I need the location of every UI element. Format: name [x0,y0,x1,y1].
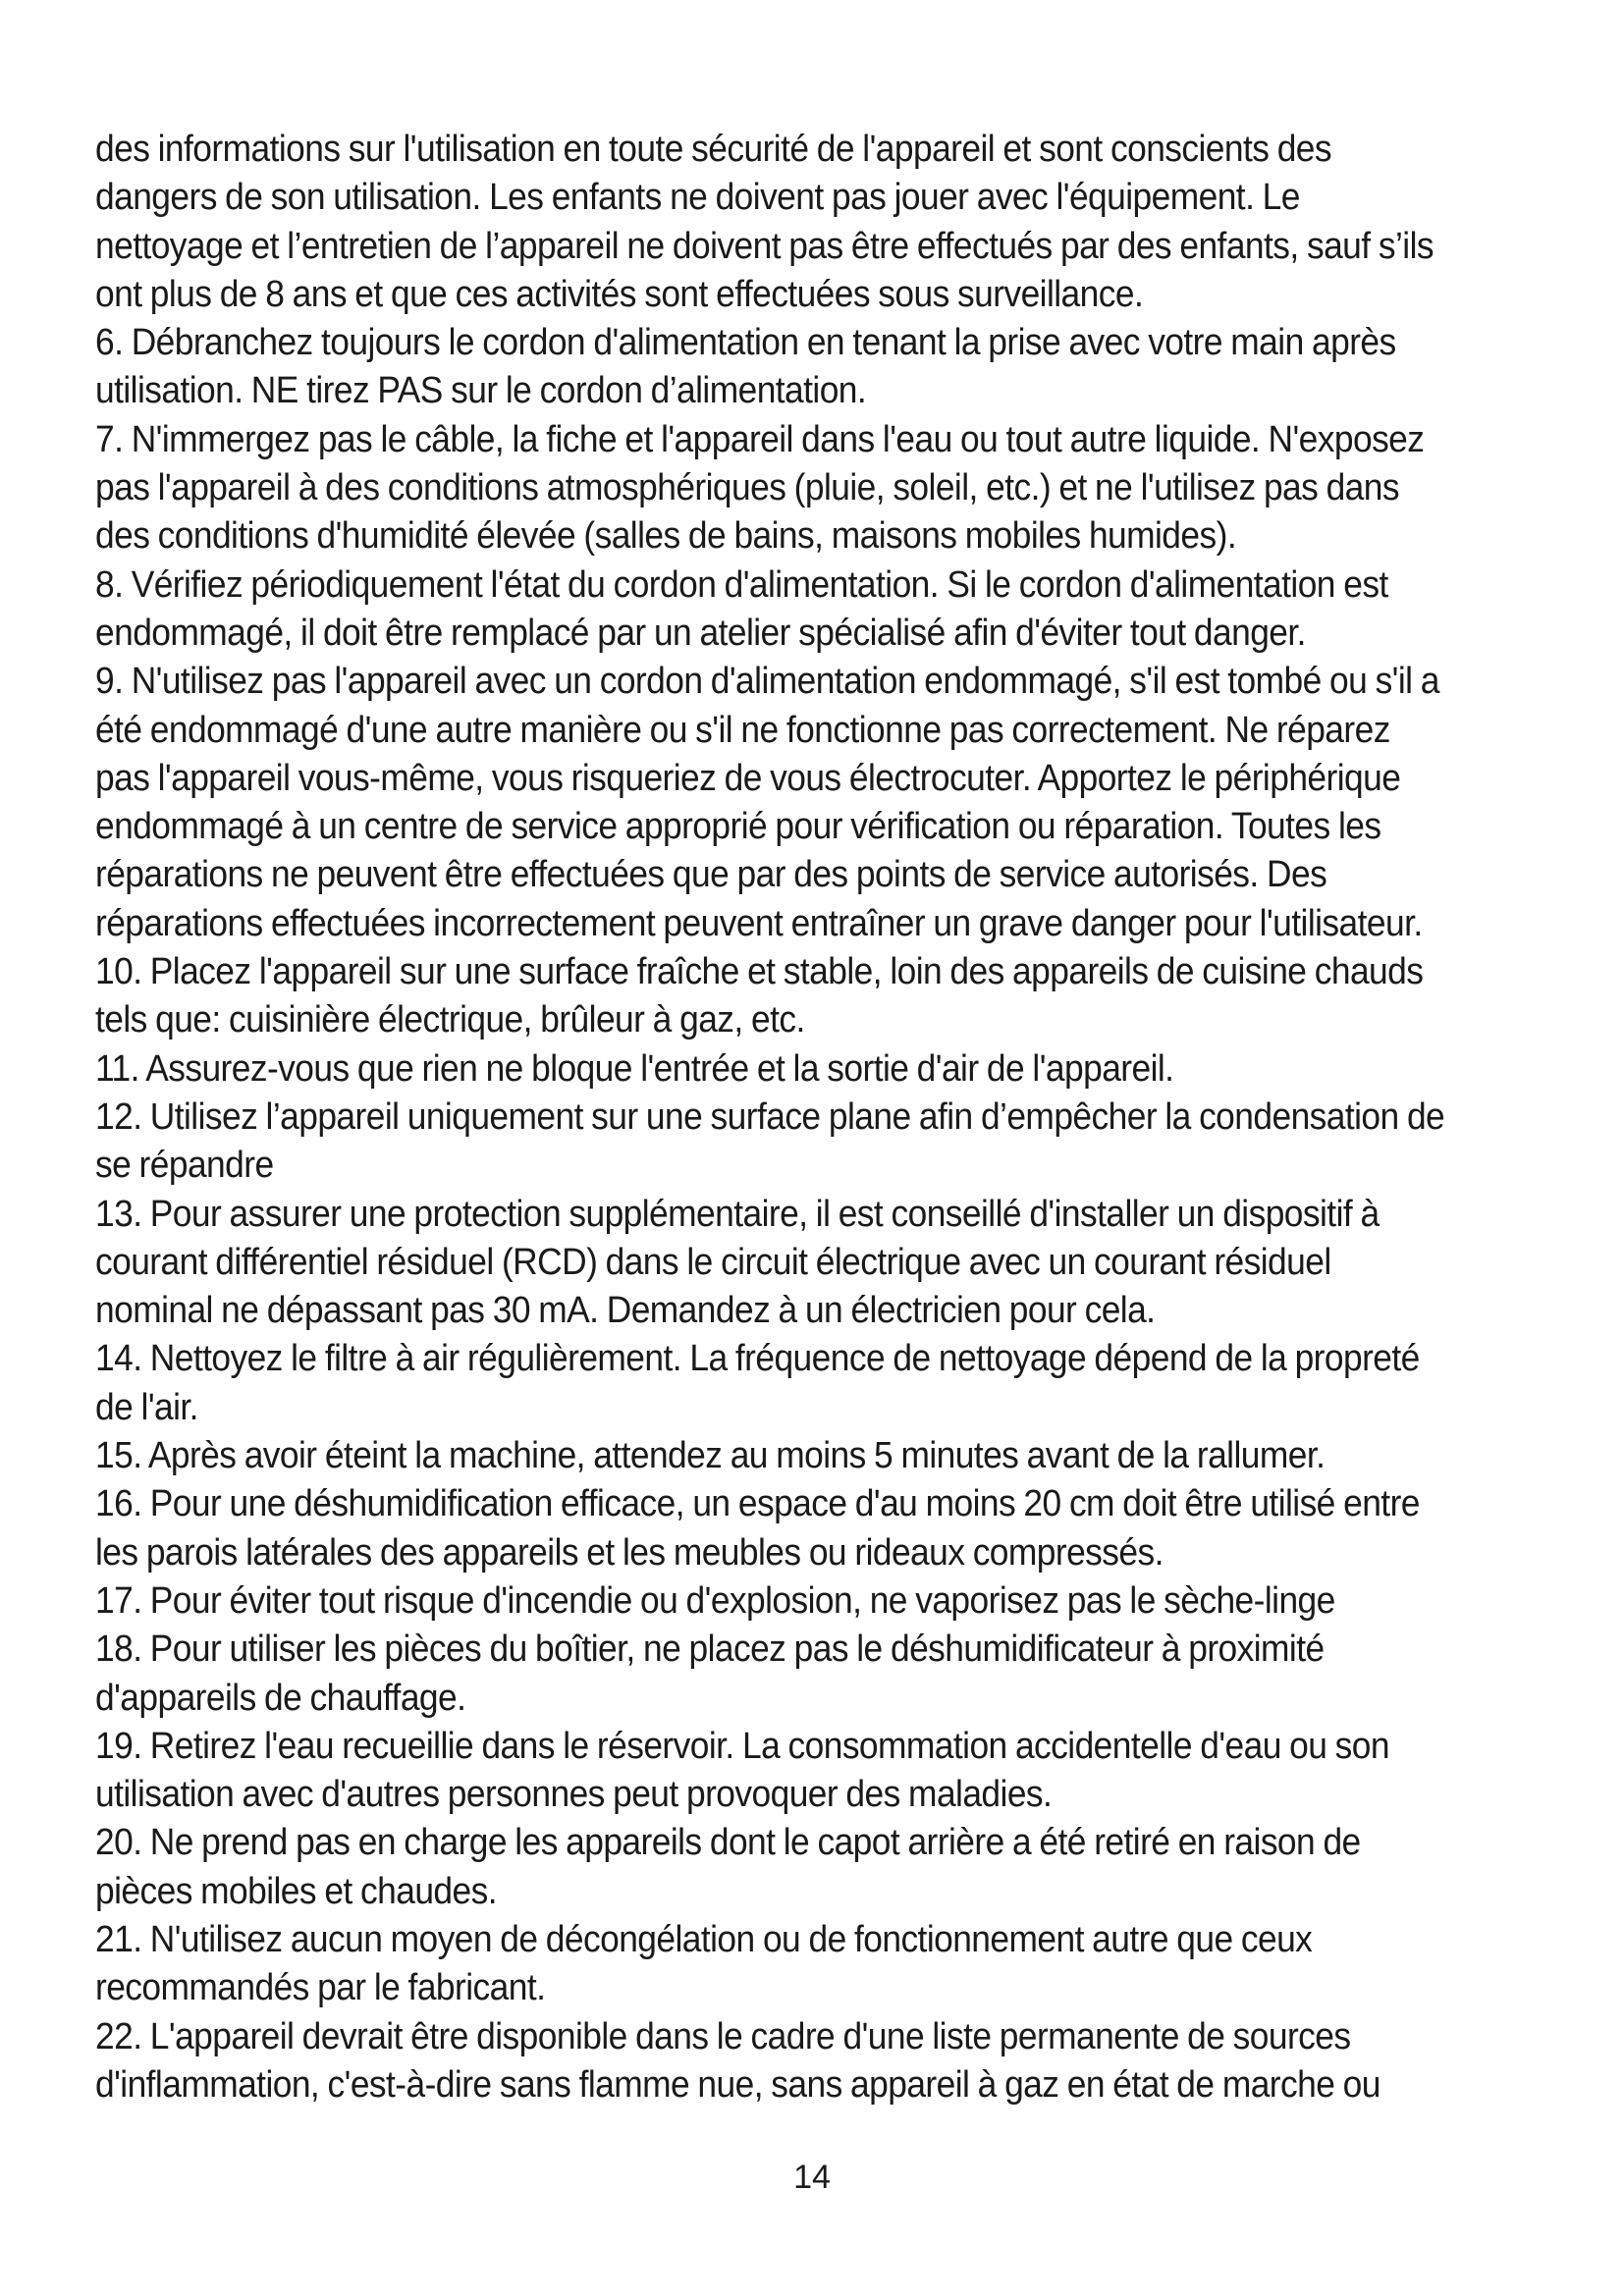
page-number: 14 [793,2159,831,2196]
paragraph-item-22: 22. L'appareil devrait être disponible dans le cadre d'une liste permanente de sources d'inflammation, c'est-à-dire sans flamme nue, sans appareil à gaz en état de marche ou [95,2015,1380,2106]
paragraph-item-6: 6. Débranchez toujours le cordon d'alimentation en tenant la prise avec votre main après utilisation. NE tirez PAS sur le cordon d’alimentation. [95,322,1396,412]
paragraph-item-18: 18. Pour utiliser les pièces du boîtier, ne placez pas le déshumidificateur à proximité d'appareils de chauffage. [95,1629,1325,1719]
paragraph-item-14: 14. Nettoyez le filtre à air régulièrement. La fréquence de nettoyage dépend de la propreté de l'air. [95,1338,1420,1428]
paragraph-item-10: 10. Placez l'appareil sur une surface fraîche et stable, loin des appareils de cuisine chauds tels que: cuisinière électrique, brûleur à gaz, etc. [95,951,1424,1041]
paragraph-item-8: 8. Vérifiez périodiquement l'état du cordon d'alimentation. Si le cordon d'alimentation est endommagé, il doit être remplacé par un atelier spécialisé afin d'éviter tout danger. [95,563,1388,654]
paragraph-item-9: 9. N'utilisez pas l'appareil avec un cordon d'alimentation endommagé, s'il est tombé ou s'il a été endommagé d'une autre manière ou s'il ne fonctionne pas correctement. Ne réparez pas l'appareil vous-même, vous risqueriez de vous électrocuter. Apportez le périphérique endommagé à un centre de service approprié pour vérification ou réparation. Toutes les réparations ne peuvent être effectuées que par des points de service autorisés. Des réparations effectuées incorrectement peuvent entraîner un grave danger pour l'utilisateur. [95,661,1439,944]
paragraph-item-7: 7. N'immergez pas le câble, la fiche et l'appareil dans l'eau ou tout autre liquide. N'exposez pas l'appareil à des conditions atmosphériques (pluie, soleil, etc.) et ne l'utilisez pas dans des conditions d'humidité élevée (salles de bains, maisons mobiles humides). [95,418,1425,558]
paragraph-intro-continuation: des informations sur l'utilisation en toute sécurité de l'appareil et sont conscients des dangers de son utilisation. Les enfants ne doivent pas jouer avec l'équipement. Le nettoyage et l’entretien de l’appareil ne doivent pas être effectués par des enfants, sauf s’ils ont plus de 8 ans et que ces activités sont effectuées sous surveillance. [95,129,1434,315]
paragraph-item-15: 15. Après avoir éteint la machine, attendez au moins 5 minutes avant de la rallumer. [95,1435,1326,1477]
paragraph-item-21: 21. N'utilisez aucun moyen de décongélation ou de fonctionnement autre que ceux recommandés par le fabricant. [95,1918,1313,2009]
paragraph-item-16: 16. Pour une déshumidification efficace, un espace d'au moins 20 cm doit être utilisé entre les parois latérales des appareils et les meubles ou rideaux compressés. [95,1483,1420,1574]
paragraph-item-12: 12. Utilisez l’appareil uniquement sur une surface plane afin d’empêcher la condensation de se répandre [95,1095,1445,1187]
paragraph-item-13: 13. Pour assurer une protection supplémentaire, il est conseillé d'installer un dispositif à courant différentiel résiduel (RCD) dans le circuit électrique avec un courant résiduel nominal ne dépassant pas 30 mA. Demandez à un électricien pour cela. [95,1193,1380,1332]
body-text [95,126,1446,2109]
paragraph-item-11: 11. Assurez-vous que rien ne bloque l'entrée et la sortie d'air de l'appareil. [95,1047,1174,1090]
paragraph-item-19: 19. Retirez l'eau recueillie dans le réservoir. La consommation accidentelle d'eau ou son utilisation avec d'autres personnes peut provoquer des maladies. [95,1725,1389,1816]
paragraph-item-17: 17. Pour éviter tout risque d'incendie ou d'explosion, ne vaporisez pas le sèche-linge [95,1579,1335,1622]
paragraph-item-20: 20. Ne prend pas en charge les appareils dont le capot arrière a été retiré en raison de pièces mobiles et chaudes. [95,1822,1361,1912]
